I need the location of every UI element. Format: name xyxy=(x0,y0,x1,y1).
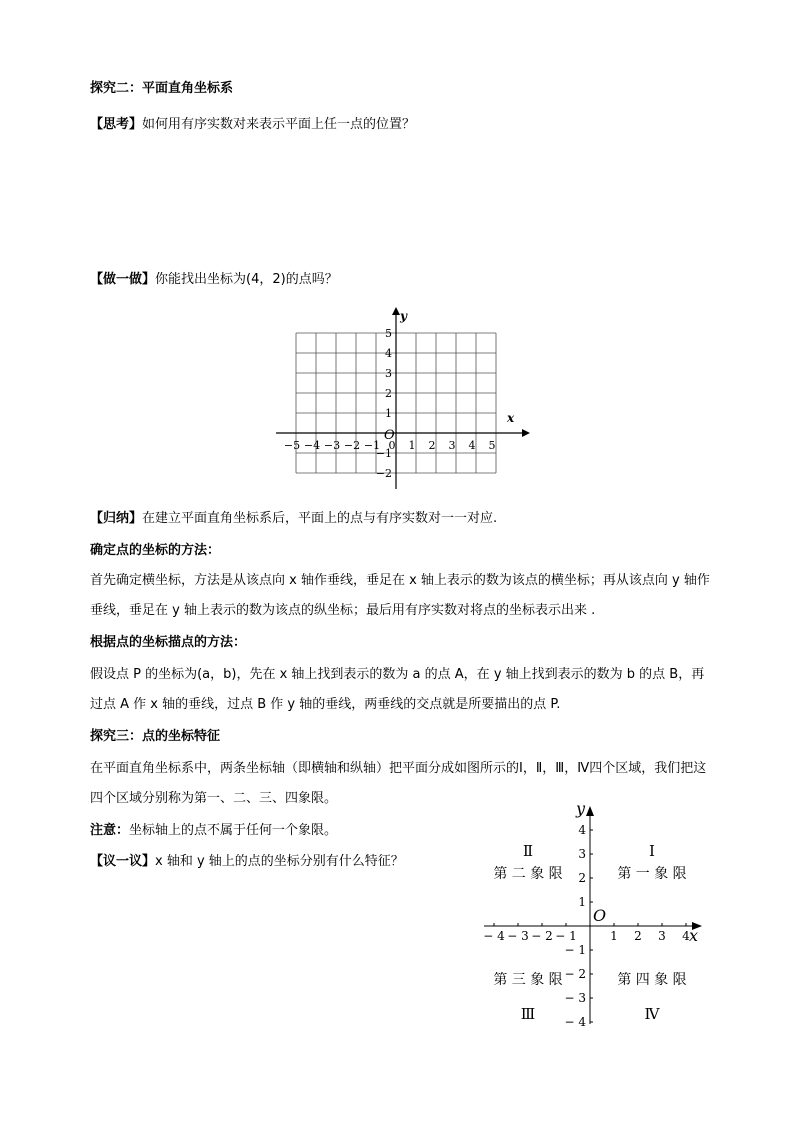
y-axis-arrow xyxy=(392,307,400,315)
summary-tag: 【归纳】 xyxy=(90,511,143,526)
quadrant-y-tick-label: 2 xyxy=(578,871,586,885)
grid-x-tick-label: −3 xyxy=(323,439,341,452)
quadrant-chart xyxy=(480,800,710,1030)
section2-title: 探究二：平面直角坐标系 xyxy=(90,81,234,96)
quadrant-y-tick-label: 3 xyxy=(578,847,586,861)
x-axis-label: x xyxy=(689,926,699,945)
try-question xyxy=(90,271,338,289)
quadrant-4-numeral: Ⅳ xyxy=(644,1005,660,1023)
quadrant-x-tick-label: − 1 xyxy=(555,929,577,943)
quadrant-y-tick-label: 1 xyxy=(578,895,586,909)
y-axis-label: y xyxy=(400,309,407,323)
grid-y-tick-label: 2 xyxy=(385,387,392,400)
grid-coordinate-chart xyxy=(270,305,530,495)
quadrant-x-tick-label: 1 xyxy=(610,929,618,943)
summary xyxy=(90,510,497,528)
method1-text: 首先确定横坐标，方法是从该点向 x 轴作垂线，垂足在 x 轴上表示的数为该点的横坐标；再从该点向 y 轴作垂线，垂足在 y 轴上表示的数为该点的纵坐标；最后用有序实数对将点的坐标表示出来 . xyxy=(90,573,710,618)
discuss-tag: 【议一议】 xyxy=(90,854,156,869)
grid-y-tick-label: 1 xyxy=(385,407,392,420)
origin-label: O xyxy=(384,428,395,443)
y-axis-arrow xyxy=(586,806,594,816)
grid-x-tick-label: 1 xyxy=(408,439,416,452)
quadrant-3-name: 第 三 象 限 xyxy=(493,972,563,988)
quadrant-x-tick-label: − 2 xyxy=(531,929,553,943)
try-tag: 【做一做】 xyxy=(90,272,156,287)
quadrant-4-name: 第 四 象 限 xyxy=(617,972,687,988)
quadrant-1-numeral: Ⅰ xyxy=(649,842,655,860)
x-axis-label: x xyxy=(507,411,515,425)
grid-x-tick-label: 3 xyxy=(448,439,456,452)
think-tag: 【思考】 xyxy=(90,117,143,132)
note-tag: 注意： xyxy=(90,823,130,838)
method2-title: 根据点的坐标描点的方法： xyxy=(90,635,247,650)
grid-x-tick-label: 5 xyxy=(488,439,496,452)
x-axis-arrow xyxy=(522,429,530,437)
quadrant-x-tick-label: 4 xyxy=(682,929,690,943)
think-text: 如何用有序实数对来表示平面上任一点的位置？ xyxy=(142,117,416,132)
note xyxy=(90,822,337,840)
grid-x-tick-label: −1 xyxy=(363,439,381,452)
grid-x-tick-label: −5 xyxy=(283,439,301,452)
quadrant-1-name: 第 一 象 限 xyxy=(617,866,687,882)
grid-y-tick-label: −1 xyxy=(375,447,392,460)
note-text: 坐标轴上的点不属于任何一个象限。 xyxy=(129,823,338,838)
grid-x-tick-label: −2 xyxy=(343,439,361,452)
quadrant-x-tick-label: − 3 xyxy=(507,929,529,943)
quadrant-y-tick-label: − 3 xyxy=(564,991,586,1005)
discuss-text: x 轴和 y 轴上的点的坐标分别有什么特征？ xyxy=(155,854,404,869)
quadrant-3-numeral: Ⅲ xyxy=(520,1005,536,1023)
grid-x-tick-label: 4 xyxy=(468,439,476,452)
quadrant-x-tick-label: 3 xyxy=(658,929,666,943)
section3-title: 探究三：点的坐标特征 xyxy=(90,729,221,744)
think-question xyxy=(90,116,415,134)
grid-x-tick-label: −4 xyxy=(303,439,321,452)
quadrant-y-tick-label: − 4 xyxy=(564,1015,586,1029)
quadrant-x-tick-label: − 4 xyxy=(483,929,505,943)
section3-text: 在平面直角坐标系中，两条坐标轴（即横轴和纵轴）把平面分成如图所示的Ⅰ，Ⅱ，Ⅲ，Ⅳ四个区域，我们把这四个区域分别称为第一、二、三、四象限。 xyxy=(90,761,707,806)
quadrant-y-tick-label: 4 xyxy=(578,823,586,837)
method2-text: 假设点 P 的坐标为(a，b)，先在 x 轴上找到表示的数为 a 的点 A，在 y 轴上找到表示的数为 b 的点 B，再过点 A 作 x 轴的垂线，过点 B 作 y 轴的垂线，两垂线的交点就是所要描出的点 P. xyxy=(90,667,705,712)
method1-title: 确定点的坐标的方法： xyxy=(90,543,221,558)
quadrant-2-name: 第 二 象 限 xyxy=(493,866,563,882)
discuss-question xyxy=(90,853,404,871)
y-axis-label: y xyxy=(576,800,586,818)
grid-x-tick-label: 2 xyxy=(428,439,436,452)
grid-y-tick-label: 5 xyxy=(385,327,392,340)
quadrant-y-tick-label: − 1 xyxy=(564,943,586,957)
quadrant-x-tick-label: 2 xyxy=(634,929,642,943)
grid-x-tick-label: 0 xyxy=(388,439,396,452)
grid-y-tick-label: 3 xyxy=(385,367,392,380)
grid-y-tick-label: 4 xyxy=(385,347,392,360)
grid-y-tick-label: −2 xyxy=(375,467,392,480)
try-text: 你能找出坐标为(4，2)的点吗？ xyxy=(155,272,338,287)
summary-text: 在建立平面直角坐标系后，平面上的点与有序实数对一一对应. xyxy=(142,511,498,526)
quadrant-y-tick-label: − 2 xyxy=(564,967,586,981)
quadrant-2-numeral: Ⅱ xyxy=(522,842,534,860)
origin-label: O xyxy=(593,906,607,925)
